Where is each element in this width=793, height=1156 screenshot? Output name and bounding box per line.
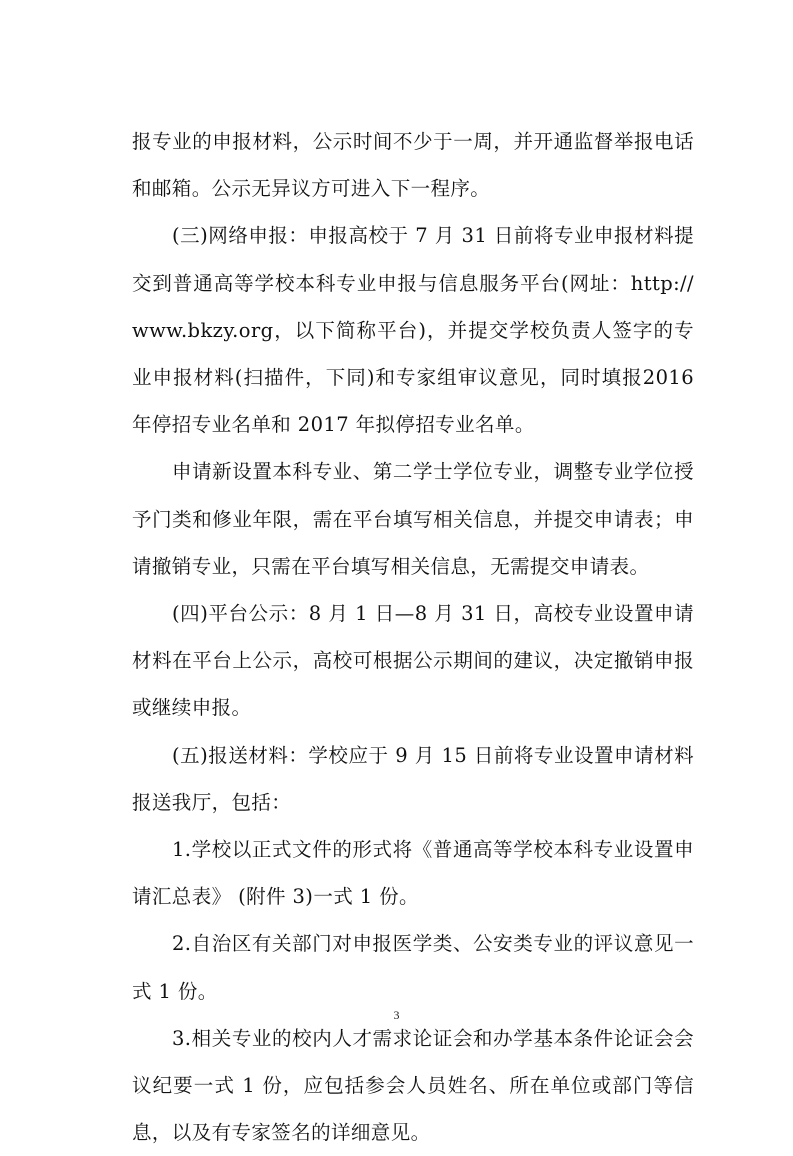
list-item-2: 2.自治区有关部门对申报医学类、公安类专业的评议意见一式 1 份。 [132, 932, 694, 1003]
document-body [132, 118, 694, 1156]
paragraph-platform-publicity: (四)平台公示：8 月 1 日—8 月 31 日，高校专业设置申请材料在平台上公示，高校可根据公示期间的建议，决定撤销申报或继续申报。 [132, 602, 694, 720]
list-item-1: 1.学校以正式文件的形式将《普通高等学校本科专业设置申请汇总表》 (附件 3)一式 1 份。 [132, 838, 694, 909]
paragraph-online-application: (三)网络申报：申报高校于 7 月 31 日前将专业申报材料提交到普通高等学校本科专业申报与信息服务平台(网址：http://www.bkzy.org，以下简称平台)，并提交学校负责人签字的专业申报材料(扫描件，下同)和专家组审议意见，同时填报2016 年停招专业名单和 2017 年拟停招专业名单。 [132, 224, 694, 437]
paragraph-new-major-application: 申请新设置本科专业、第二学士学位专业，调整专业学位授予门类和修业年限，需在平台填写相关信息，并提交申请表；申请撤销专业，只需在平台填写相关信息，无需提交申请表。 [132, 460, 694, 578]
paragraph-continuation: 报专业的申报材料，公示时间不少于一周，并开通监督举报电话和邮箱。公示无异议方可进入下一程序。 [132, 130, 694, 201]
paragraph-submit-materials: (五)报送材料：学校应于 9 月 15 日前将专业设置申请材料报送我厅，包括： [132, 743, 694, 814]
page-number: 3 [393, 1008, 400, 1022]
list-item-3: 3.相关专业的校内人才需求论证会和办学基本条件论证会会议纪要一式 1 份，应包括参会人员姓名、所在单位或部门等信息，以及有专家签名的详细意见。 [132, 1026, 694, 1145]
